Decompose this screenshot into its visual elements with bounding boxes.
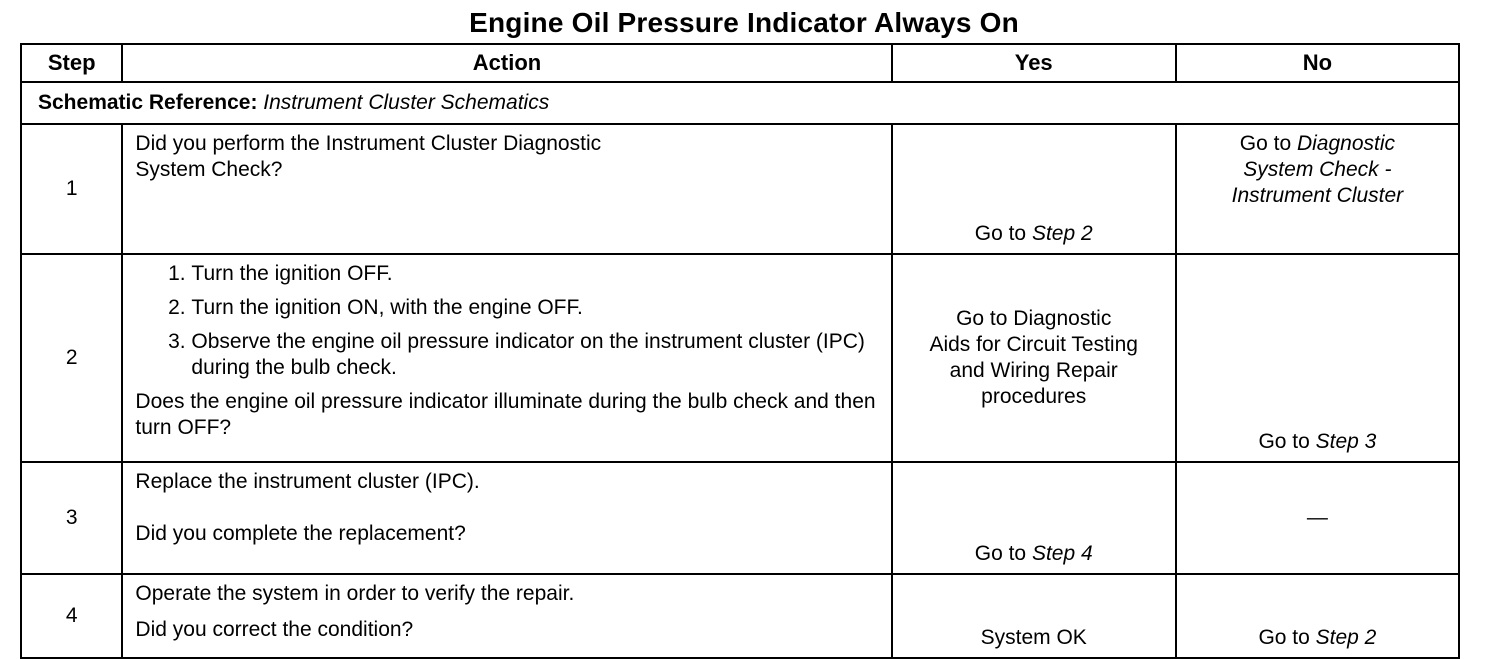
no-link-line[interactable]: System Check - — [1243, 158, 1392, 181]
header-action: Action — [122, 44, 891, 82]
action-text: Did you perform the Instrument Cluster Diagnostic — [135, 132, 602, 155]
yes-cell — [892, 124, 1176, 254]
no-prefix: Go to — [1258, 626, 1316, 649]
table-row — [21, 254, 1459, 462]
step-number: 2 — [21, 254, 122, 462]
table-row — [21, 574, 1459, 658]
schematic-reference-row — [21, 82, 1459, 124]
action-cell — [122, 254, 891, 462]
no-cell — [1176, 124, 1459, 254]
yes-step-link[interactable]: Step 4 — [1031, 542, 1093, 565]
no-cell: — — [1176, 462, 1459, 574]
yes-prefix: Go to — [974, 222, 1032, 245]
no-link-line[interactable]: Diagnostic — [1296, 132, 1396, 155]
table-row — [21, 124, 1459, 254]
no-cell — [1176, 254, 1459, 462]
diagnostic-table — [20, 43, 1460, 659]
header-no: No — [1176, 44, 1459, 82]
yes-text-line: and Wiring Repair — [949, 359, 1118, 382]
action-cell — [122, 462, 891, 574]
step-number: 1 — [21, 124, 122, 254]
yes-text-line: procedures — [981, 385, 1087, 408]
no-step-link[interactable]: Step 3 — [1315, 430, 1377, 453]
action-question: Did you complete the replacement? — [135, 522, 466, 545]
header-yes: Yes — [892, 44, 1176, 82]
action-text: Operate the system in order to verify the repair. — [135, 582, 575, 605]
action-list-item: 2. Turn the ignition ON, with the engine OFF. — [191, 295, 880, 321]
action-cell — [122, 124, 891, 254]
action-question: Does the engine oil pressure indicator illuminate during the bulb check and then turn OFF? — [135, 390, 876, 439]
table-row — [21, 462, 1459, 574]
step-number: 4 — [21, 574, 122, 658]
yes-cell — [892, 462, 1176, 574]
yes-step-link[interactable]: Step 2 — [1031, 222, 1093, 245]
header-row — [21, 44, 1459, 82]
schematic-reference-link[interactable]: Instrument Cluster Schematics — [263, 91, 550, 114]
step-number: 3 — [21, 462, 122, 574]
action-list-item: 1. Turn the ignition OFF. — [191, 261, 880, 287]
action-question: Did you correct the condition? — [135, 618, 414, 641]
no-cell — [1176, 574, 1459, 658]
no-prefix: Go to — [1258, 430, 1316, 453]
header-step: Step — [21, 44, 122, 82]
page-title: Engine Oil Pressure Indicator Always On — [469, 7, 1019, 38]
action-list-item: 3. Observe the engine oil pressure indicator on the instrument cluster (IPC) during the bulb check. — [191, 329, 880, 381]
no-prefix: Go to — [1239, 132, 1297, 155]
yes-cell: System OK — [892, 574, 1176, 658]
no-step-link[interactable]: Step 2 — [1315, 626, 1377, 649]
action-text: Replace the instrument cluster (IPC). — [135, 470, 480, 493]
schematic-reference — [21, 82, 1459, 124]
yes-text-line: Aids for Circuit Testing — [929, 333, 1138, 356]
action-text: System Check? — [135, 158, 283, 181]
no-link-line[interactable]: Instrument Cluster — [1231, 184, 1404, 207]
action-cell — [122, 574, 891, 658]
yes-prefix: Go to — [974, 542, 1032, 565]
schematic-reference-label: Schematic Reference: — [38, 91, 258, 114]
yes-text-line: Go to Diagnostic — [956, 307, 1112, 330]
yes-cell — [892, 254, 1176, 462]
action-list — [135, 261, 880, 381]
